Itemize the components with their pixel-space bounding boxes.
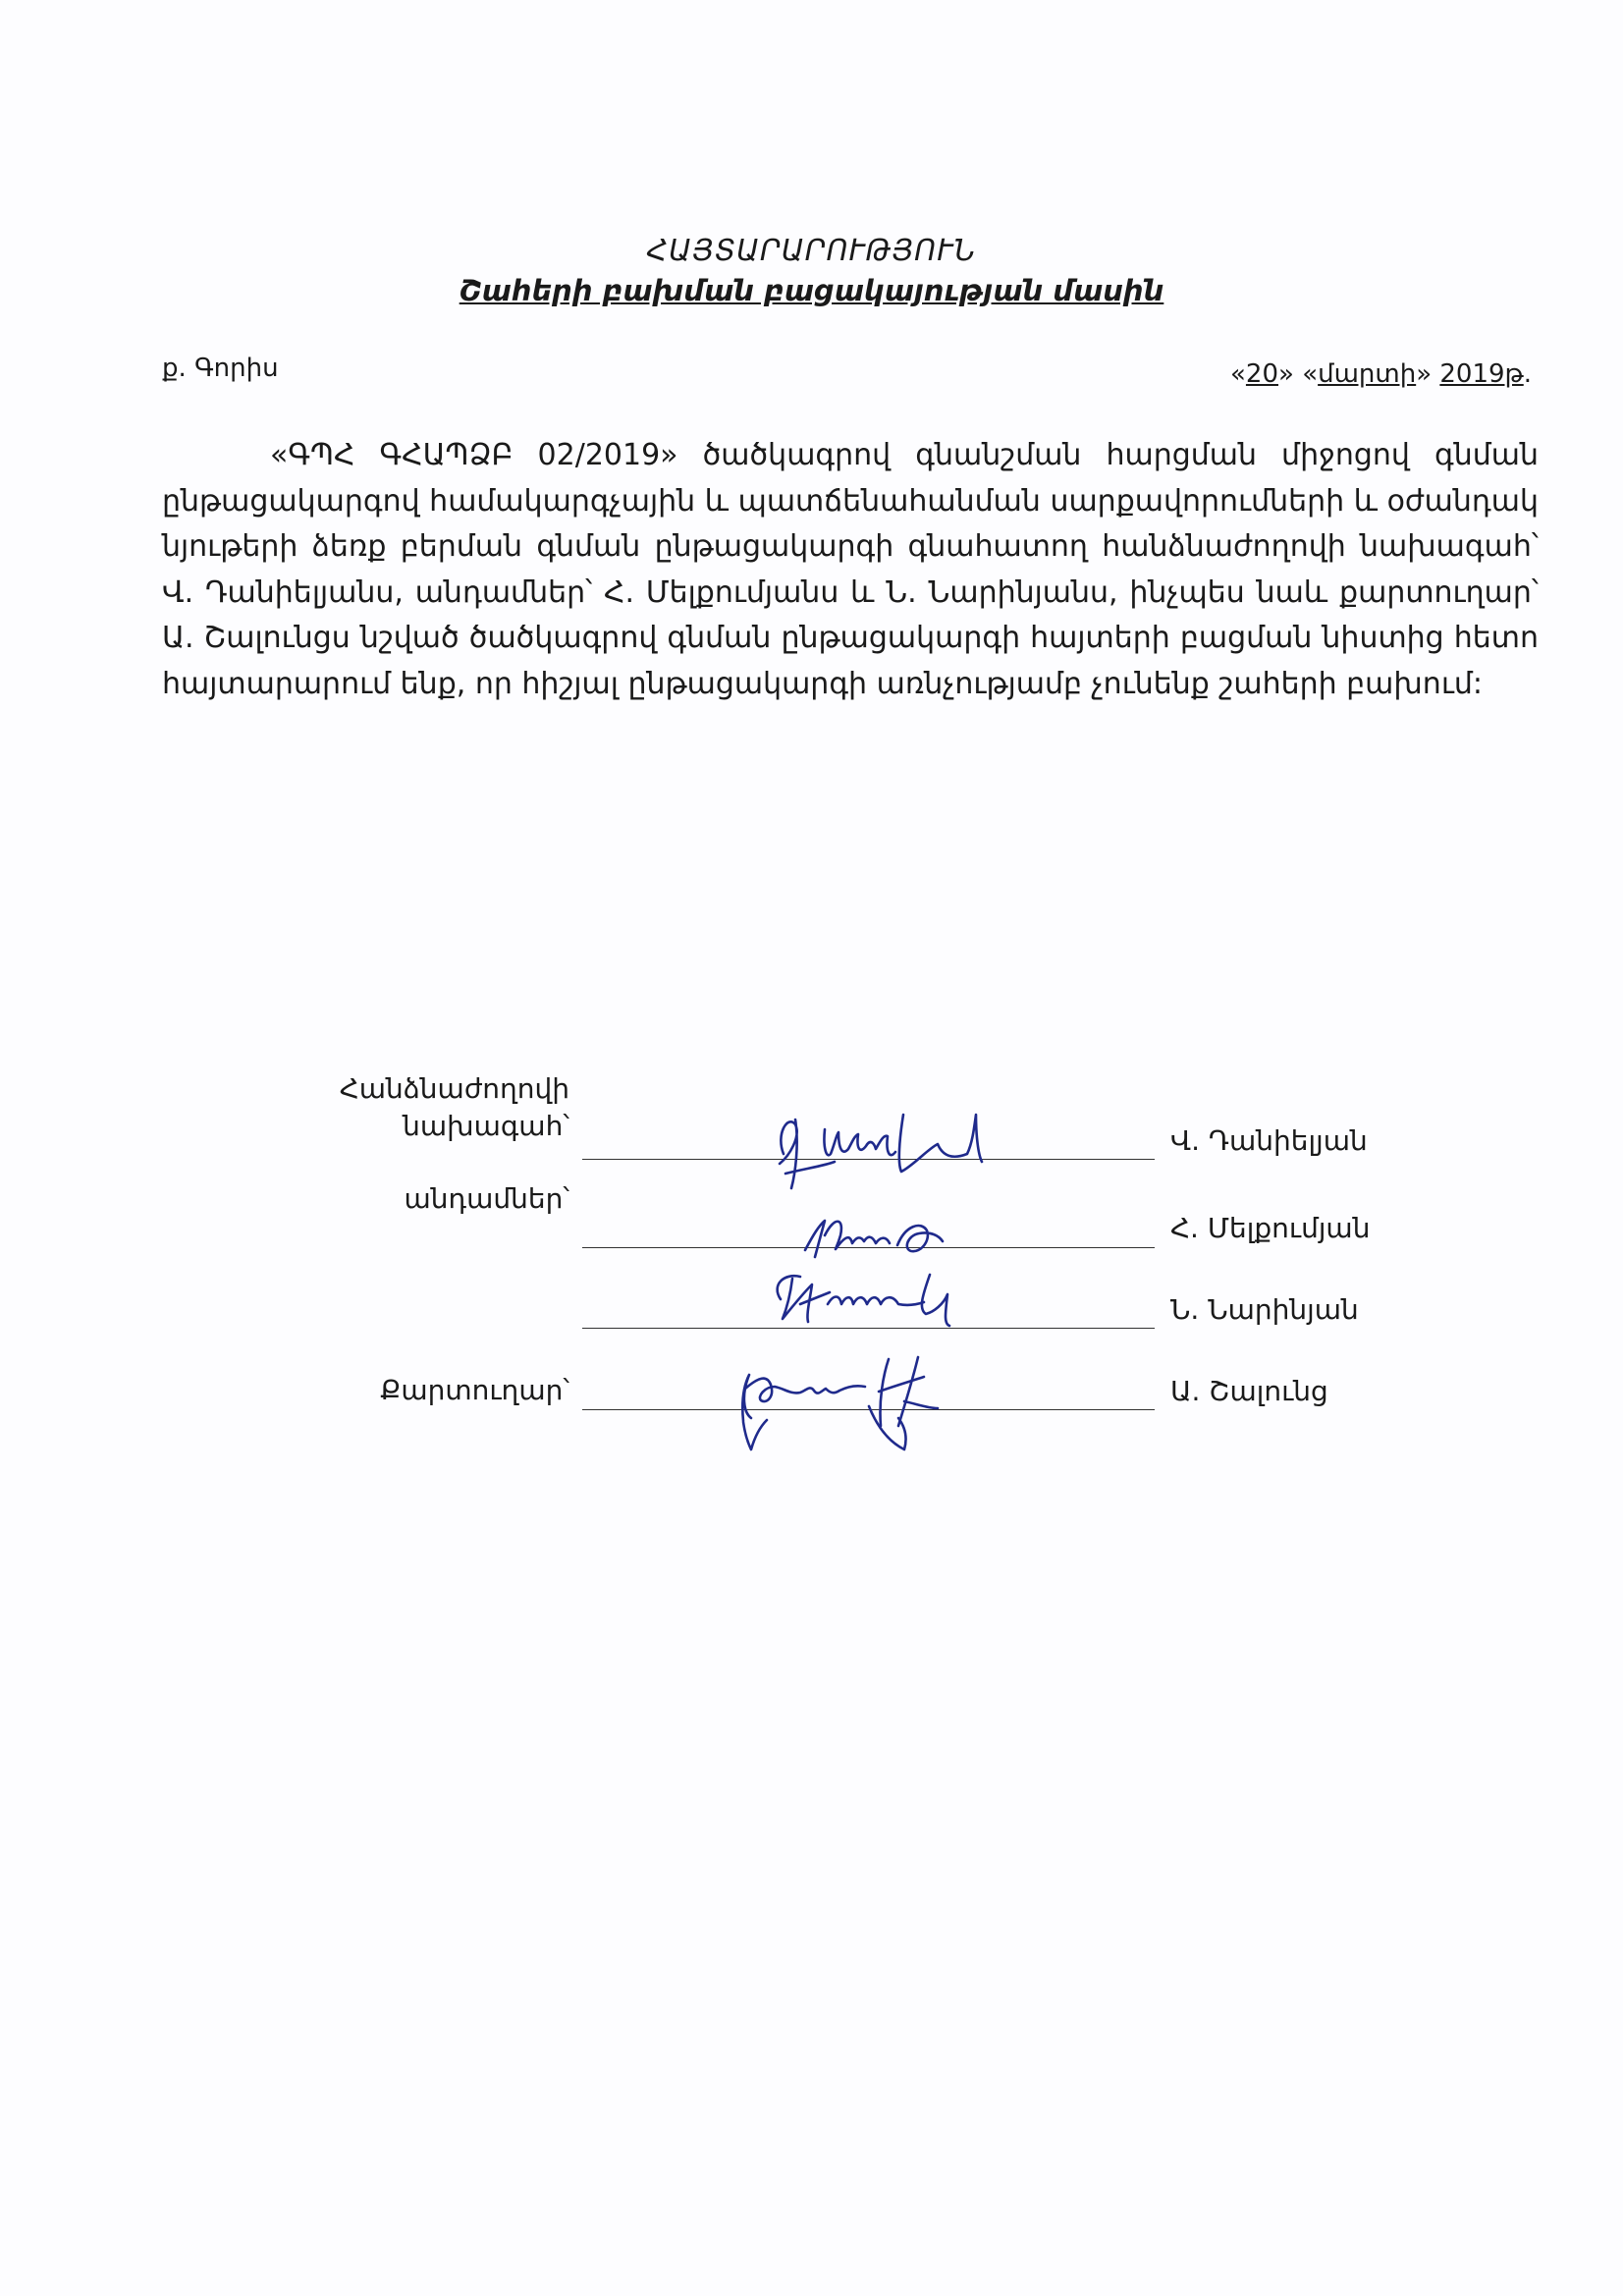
document-place: ք. Գորիս	[162, 354, 279, 383]
date-year: 2019թ	[1439, 359, 1524, 389]
member1-signature	[795, 1206, 962, 1265]
chair-signature	[766, 1095, 1001, 1193]
member1-name: Հ. Մելքումյան	[1170, 1212, 1371, 1244]
date-open: «	[1230, 359, 1246, 389]
secretary-label: Քարտուղար՝	[380, 1374, 569, 1406]
date-month: մարտի	[1318, 359, 1417, 389]
date-sep2: »	[1416, 359, 1440, 389]
members-label: անդամներ՝	[404, 1182, 569, 1215]
document-date	[1230, 359, 1532, 389]
chair-label	[295, 1070, 569, 1145]
document-subtitle: Շահերի բախման բացակայության մասին	[459, 274, 1164, 307]
chair-name: Վ. Դանիելյան	[1170, 1124, 1368, 1157]
date-sep: » «	[1278, 359, 1319, 389]
date-day: 20	[1245, 359, 1279, 389]
document-title: ՀԱՅՏԱՐԱՐՈՒԹՅՈՒՆ	[646, 234, 977, 268]
chair-label-line2: նախագահ՝	[403, 1110, 569, 1142]
date-end: .	[1523, 359, 1532, 389]
secretary-signature	[731, 1347, 967, 1460]
title-block	[0, 232, 1623, 310]
declaration-body: «ԳՊՀ ԳՀԱՊՁԲ 02/2019» ծածկագրով գնանշման հարցման միջոցով գնման ընթացակարգով համակարգչային և պատճենահանման սարքավորումների և օժանդակ նյութերի ձեռք բերման գնման ընթացակարգի գնահատող հանձնաժողովի նախագահ՝ Վ. Դանիելյանս, անդամներ՝ Հ. Մելքումյանս և Ն. Նարինյանս, ինչպես նաև քարտուղար՝ Ա. Շալունցս նշված ծածկագրով գնման ընթացակարգի հայտերի բացման նիստից հետո հայտարարում ենք, որ հիշյալ ընթացակարգի առնչությամբ չունենք շահերի բախում:	[162, 438, 1539, 701]
member2-signature	[761, 1265, 982, 1334]
member2-name: Ն. Նարինյան	[1170, 1293, 1359, 1326]
chair-label-line1: Հանձնաժողովի	[339, 1072, 569, 1105]
secretary-name: Ա. Շալունց	[1170, 1375, 1328, 1407]
